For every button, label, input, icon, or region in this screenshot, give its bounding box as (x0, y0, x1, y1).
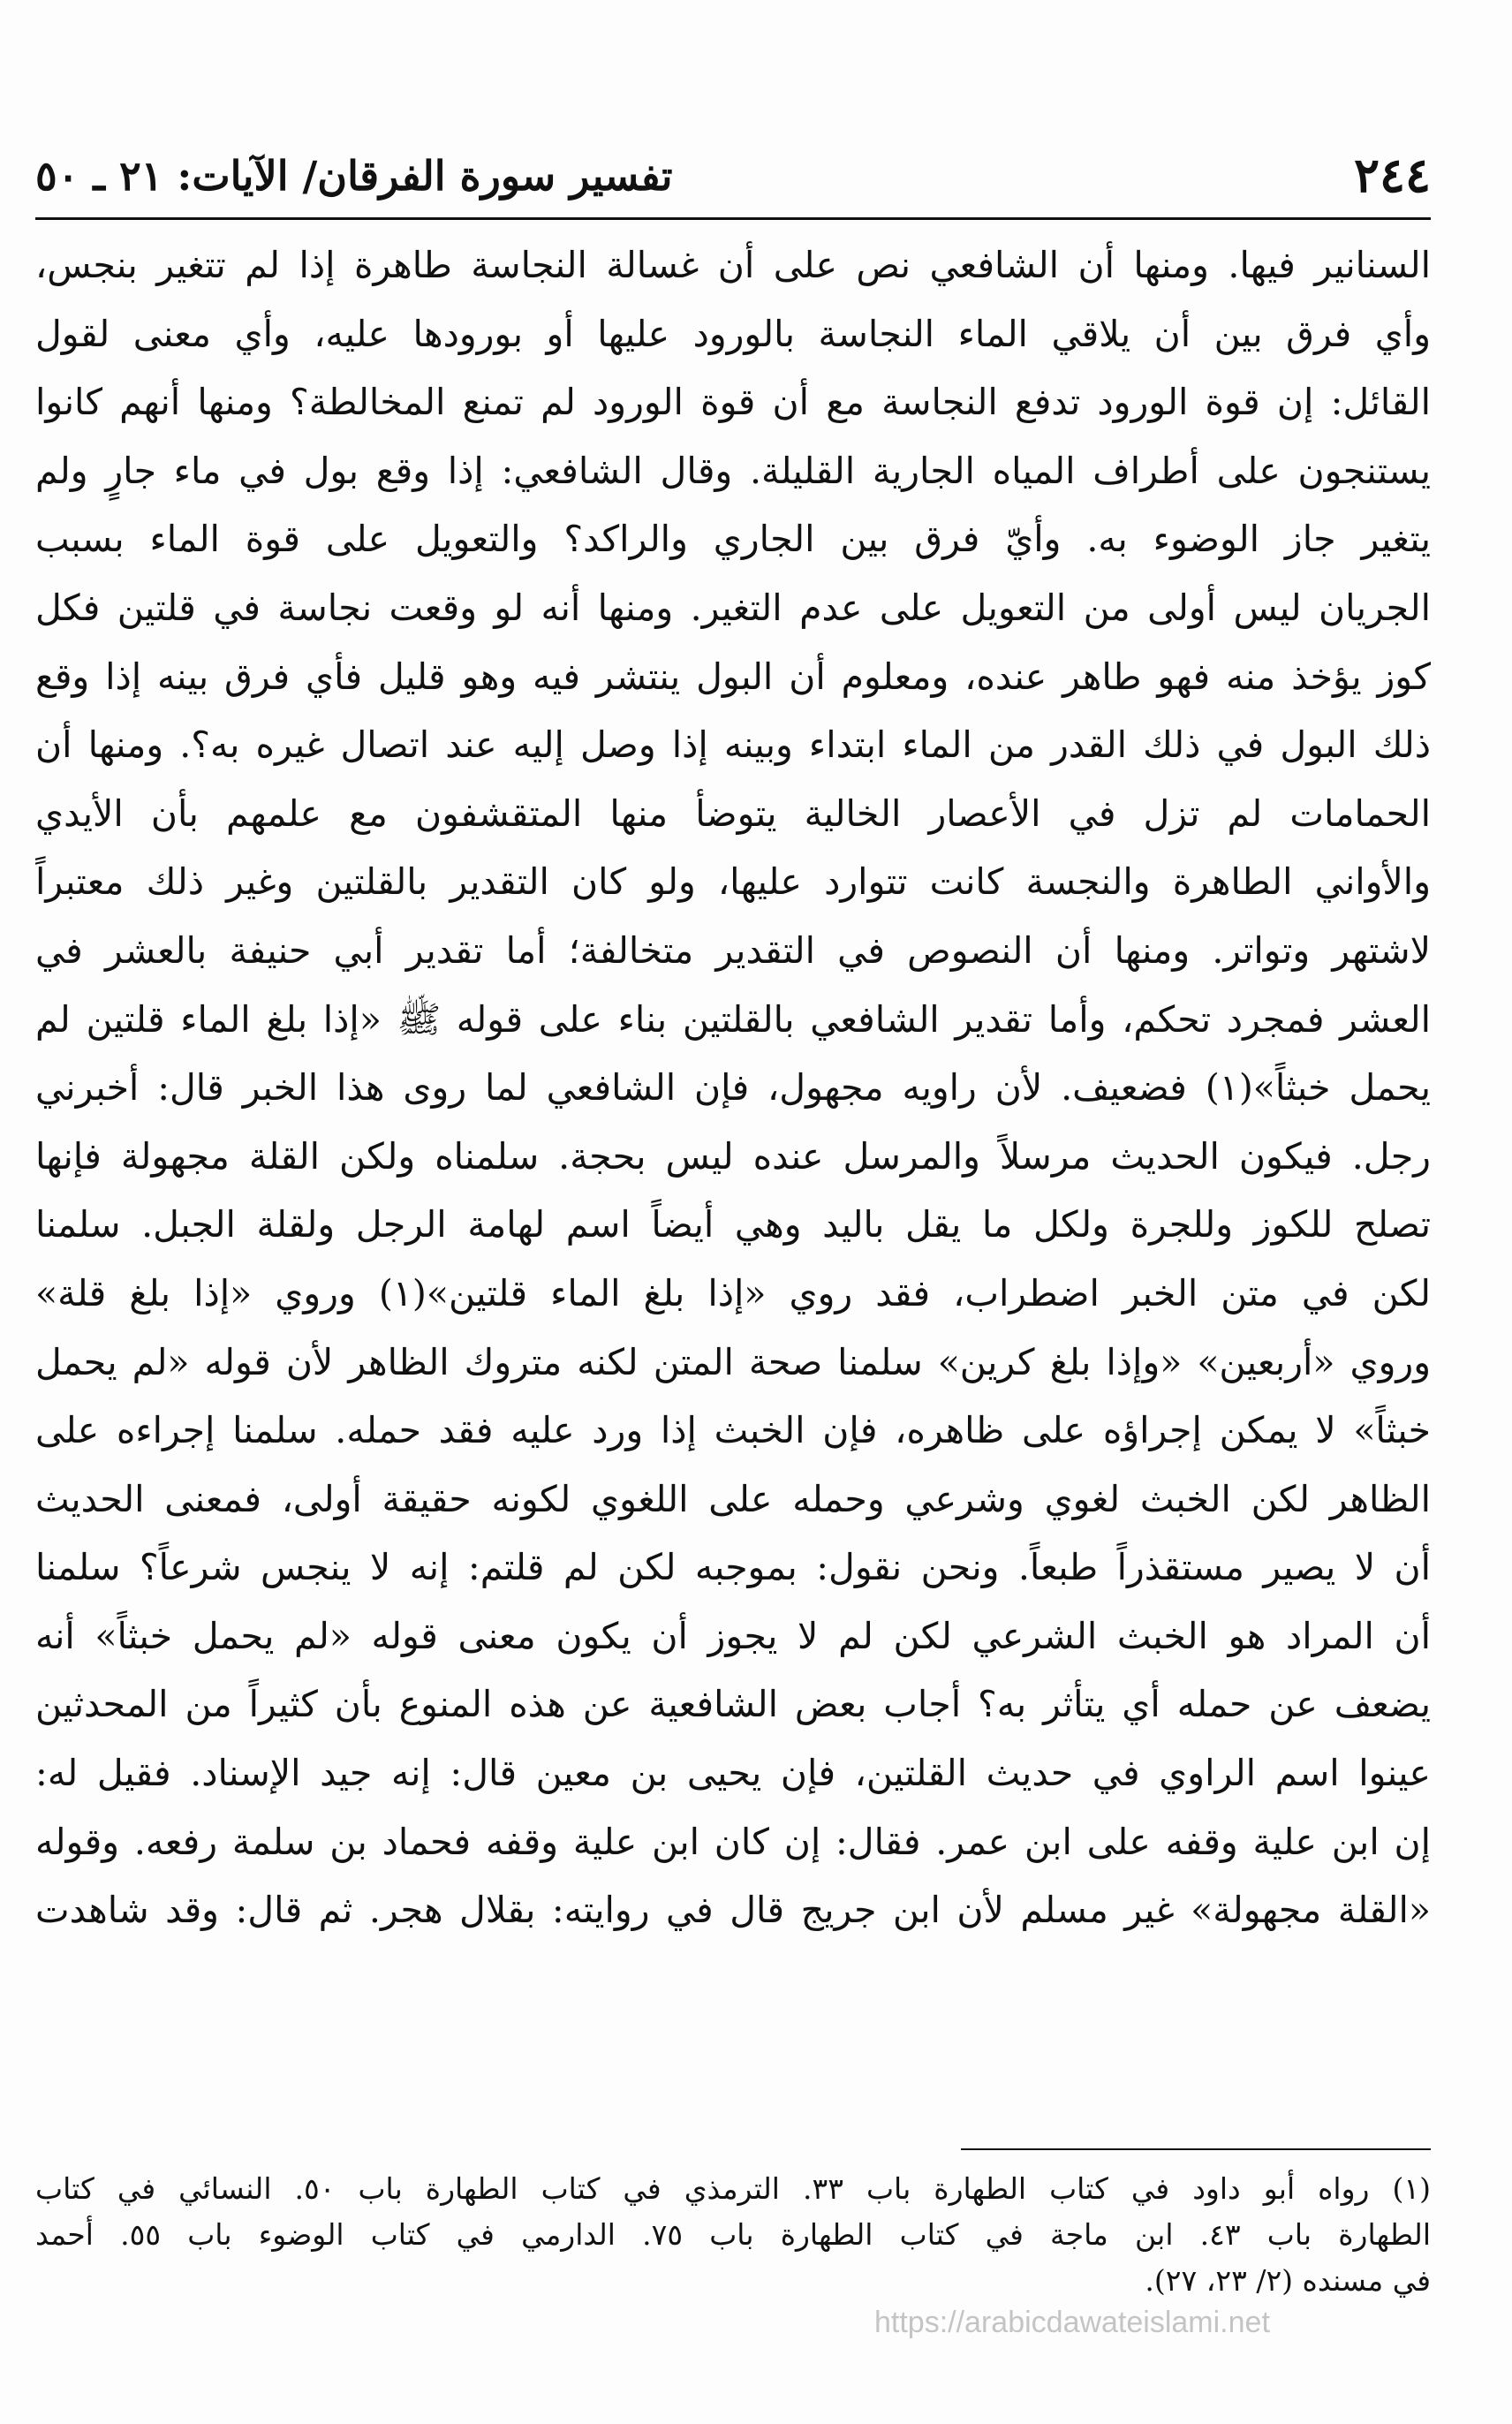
text-line: يضعف عن حمله أي يتأثر به؟ أجاب بعض الشافعية عن هذه المنوع بأن كثيراً من المحدثين (35, 1683, 1431, 1726)
text-line: رجل. فيكون الحديث مرسلاً والمرسل عنده ليس بحجة. سلمناه ولكن القلة مجهولة فإنها (35, 1134, 1431, 1178)
text-line: عينوا اسم الراوي في حديث القلتين، فإن يحيى بن معين قال: إنه جيد الإسناد. فقيل له: (35, 1752, 1431, 1795)
running-title: تفسير سورة الفرقان/ الآيات: ٢١ ـ ٥٠ (35, 152, 673, 200)
text-line: لكن في متن الخبر اضطراب، فقد روي «إذا بلغ الماء قلتين»(١) وروي «إذا بلغ قلة» (35, 1271, 1431, 1314)
text-line: ذلك البول في ذلك القدر من الماء ابتداء وبينه إذا وصل إليه عند اتصال غيره به؟. ومنها أن (35, 723, 1431, 767)
text-line: وأي فرق بين أن يلاقي الماء النجاسة بالورود عليها أو بورودها عليه، وأي معنى لقول (35, 312, 1431, 355)
footnotes (35, 2166, 1431, 2304)
text-line: لاشتهر وتواتر. ومنها أن النصوص في التقدير متخالفة؛ أما تقدير أبي حنيفة بالعشر في (35, 928, 1431, 972)
text-line: الظاهر لكن الخبث لغوي وشرعي وحمله على اللغوي لكونه حقيقة أولى، فمعنى الحديث (35, 1477, 1431, 1520)
text-line: القائل: إن قوة الورود تدفع النجاسة مع أن قوة الورود لم تمنع المخالطة؟ ومنها أنهم كانوا (35, 381, 1431, 424)
text-line: يستنجون على أطراف المياه الجارية القليلة. وقال الشافعي: إذا وقع بول في ماء جارٍ ولم (35, 449, 1431, 492)
text-line: تصلح للكوز وللجرة ولكل ما يقل باليد وهي أيضاً اسم لهامة الرجل ولقلة الجبل. سلمنا (35, 1203, 1431, 1246)
text-line: إن ابن علية وقفه على ابن عمر. فقال: إن كان ابن علية وقفه فحماد بن سلمة رفعه. وقوله (35, 1820, 1431, 1863)
text-line: «القلة مجهولة» غير مسلم لأن ابن جريج قال في روايته: بقلال هجر. ثم قال: وقد شاهدت (35, 1889, 1431, 1932)
page-number: ٢٤٤ (1353, 147, 1431, 203)
page-header (35, 140, 1431, 210)
text-line: الحمامات لم تزل في الأعصار الخالية يتوضأ منها المتقشفون مع علمهم بأن الأيدي (35, 792, 1431, 835)
text-line: أن لا يصير مستقذراً طبعاً. ونحن نقول: بموجبه لكن لم قلتم: إنه لا ينجس شرعاً؟ سلمنا (35, 1546, 1431, 1589)
main-text (35, 231, 1431, 1945)
text-line: العشر فمجرد تحكم، وأما تقدير الشافعي بالقلتين بناء على قوله ﷺ «إذا بلغ الماء قلتين لم (35, 997, 1431, 1041)
text-line: وروي «أربعين» «وإذا بلغ كرين» سلمنا صحة المتن لكنه متروك الظاهر لأن قوله «لم يحمل (35, 1340, 1431, 1383)
text-line: والأواني الطاهرة والنجسة كانت تتوارد عليها، ولو كان التقدير بالقلتين وغير ذلك معتبراً (35, 860, 1431, 904)
footnote-rule (961, 2148, 1431, 2150)
text-line: كوز يؤخذ منه فهو طاهر عنده، ومعلوم أن البول ينتشر فيه وهو قليل فأي فرق بينه إذا وقع (35, 655, 1431, 698)
header-rule (35, 217, 1431, 220)
footnote-line: (١) رواه أبو داود في كتاب الطهارة باب ٣٣. الترمذي في كتاب الطهارة باب ٥٠. النسائي في كتاب (35, 2171, 1431, 2206)
footnote-line: في مسنده (٢/ ٢٣، ٢٧). (1145, 2263, 1431, 2298)
text-line: يتغير جاز الوضوء به. وأيّ فرق بين الجاري والراكد؟ والتعويل على قوة الماء بسبب (35, 518, 1431, 561)
watermark-url: https://arabicdawateislami.net (874, 2306, 1270, 2339)
text-line: أن المراد هو الخبث الشرعي لكن لم لا يجوز أن يكون معنى قوله «لم يحمل خبثاً» أنه (35, 1614, 1431, 1657)
footnote-line: الطهارة باب ٤٣. ابن ماجة في كتاب الطهارة باب ٧٥. الدارمي في كتاب الوضوء باب ٥٥. أحمد (35, 2217, 1431, 2252)
text-line: خبثاً» لا يمكن إجراؤه على ظاهره، فإن الخبث إذا ورد عليه فقد حمله. سلمنا إجراءه على (35, 1409, 1431, 1452)
text-line: يحمل خبثاً»(١) فضعيف. لأن راويه مجهول، فإن الشافعي لما روى هذا الخبر قال: أخبرني (35, 1066, 1431, 1110)
text-line: الجريان ليس أولى من التعويل على عدم التغير. ومنها أنه لو وقعت نجاسة في قلتين فكل (35, 586, 1431, 629)
text-line: السنانير فيها. ومنها أن الشافعي نص على أن غسالة النجاسة طاهرة إذا لم تتغير بنجس، (35, 244, 1431, 286)
